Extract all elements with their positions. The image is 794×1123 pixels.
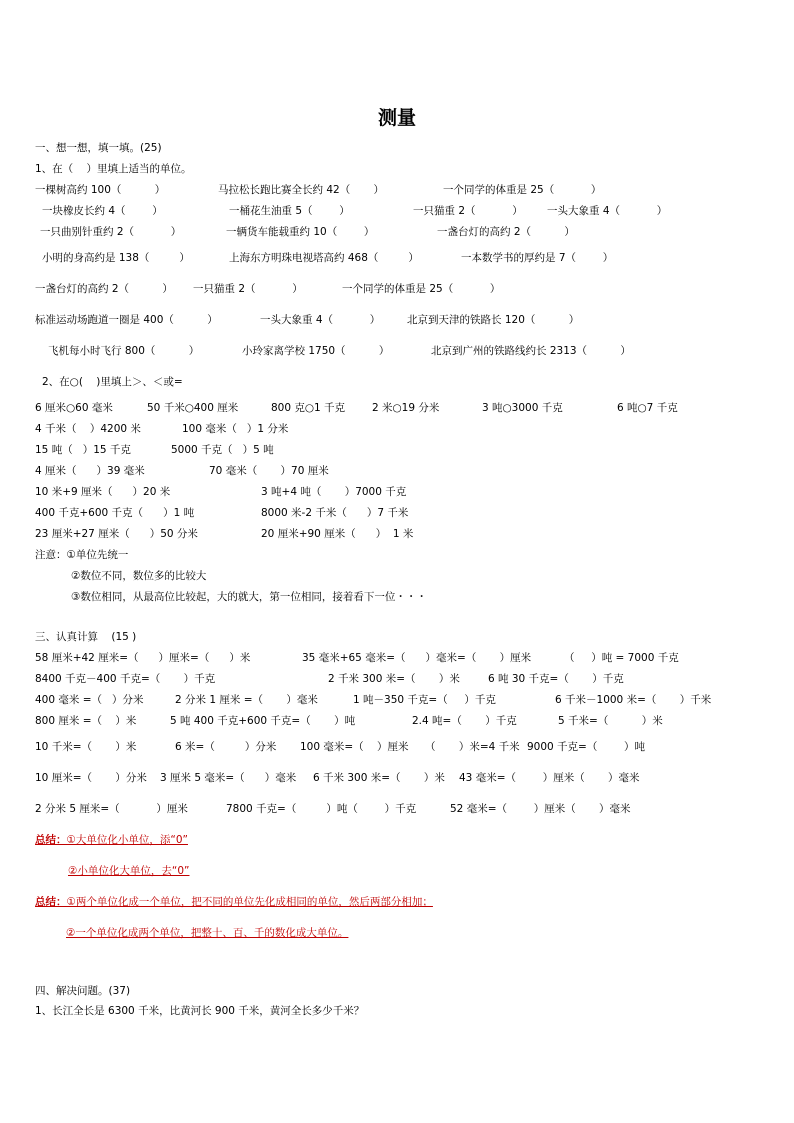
summary-1b [68, 864, 189, 878]
calc-item: 6 千米－1000 米=（ ）千米 [555, 694, 712, 706]
fill-item: 一个同学的体重是 25（ ） [443, 184, 602, 196]
compare-item: 70 毫米（ ）70 厘米 [209, 465, 329, 477]
calc-item: 2 分米 5 厘米=（ ）厘米 [35, 803, 188, 815]
fill-item: 一棵树高约 100（ ） [35, 184, 166, 196]
compare-item: 10 米+9 厘米（ ）20 米 [35, 486, 171, 498]
calc-item: 43 毫米=（ ）厘米（ ）毫米 [459, 772, 640, 784]
summary-text: ①大单位化小单位，添“0” [66, 834, 188, 846]
fill-item: 一个同学的体重是 25（ ） [342, 283, 501, 295]
fill-item: 小明的身高约是 138（ ） [42, 252, 190, 264]
calc-item: 6 吨 30 千克=（ ）千克 [488, 673, 624, 685]
compare-item: 3 吨+4 吨（ ）7000 千克 [261, 486, 407, 498]
note-line: 注意：①单位先统一 [35, 549, 129, 561]
calc-item: （ ）米=4 千米 [425, 741, 520, 753]
question-1-2: 2、在○( )里填上＞、＜或= [42, 376, 183, 388]
calc-item: 3 厘米 5 毫米=（ ）毫米 [160, 772, 297, 784]
fill-item: 上海东方明珠电视塔高约 468（ ） [229, 252, 419, 264]
calc-item: 35 毫米+65 毫米=（ ）毫米=（ ）厘米 [302, 652, 532, 664]
compare-item: 800 克○1 千克 [271, 402, 346, 414]
fill-item: 一辆货车能载重约 10（ ） [226, 226, 375, 238]
summary-text: ②一个单位化成两个单位，把整十、百、千的数化成大单位。 [66, 927, 349, 939]
compare-item: 100 毫米（ ）1 分米 [182, 423, 289, 435]
compare-item: 20 厘米+90 厘米（ ） 1 米 [261, 528, 414, 540]
calc-item: 7800 千克=（ ）吨（ ）千克 [226, 803, 417, 815]
fill-item: 标准运动场跑道一圈是 400（ ） [35, 314, 218, 326]
summary-text: ①两个单位化成一个单位，把不同的单位先化成相同的单位，然后两部分相加； [66, 896, 433, 908]
calc-item: （ ）吨 = 7000 千克 [564, 652, 679, 664]
summary-label: 总结： [35, 896, 67, 908]
calc-item: 400 毫米 =（ ）分米 [35, 694, 144, 706]
calc-item: 2.4 吨=（ ）千克 [412, 715, 517, 727]
calc-item: 2 千米 300 米=（ ）米 [328, 673, 460, 685]
question-1-1: 1、在（ ）里填上适当的单位。 [35, 163, 192, 175]
compare-item: 6 厘米○60 毫米 [35, 402, 113, 414]
calc-item: 8400 千克－400 千克=（ ）千克 [35, 673, 216, 685]
fill-item: 一桶花生油重 5（ ） [229, 205, 350, 217]
fill-item: 北京到天津的铁路长 120（ ） [407, 314, 580, 326]
page-title: 测量 [377, 107, 416, 129]
calc-item: 2 分米 1 厘米 =（ ）毫米 [175, 694, 318, 706]
calc-item: 10 千米=（ ）米 [35, 741, 137, 753]
compare-item: 5000 千克（ ）5 吨 [171, 444, 274, 456]
fill-item: 一头大象重 4（ ） [547, 205, 668, 217]
compare-item: 400 千克+600 千克（ ）1 吨 [35, 507, 195, 519]
calc-item: 10 厘米=（ ）分米 [35, 772, 147, 784]
section-4-header: 四、解决问题。(37) [35, 985, 131, 997]
calc-item: 58 厘米+42 厘米=（ ）厘米=（ ）米 [35, 652, 251, 664]
fill-item: 一只猫重 2（ ） [413, 205, 523, 217]
summary-label: 总结： [35, 834, 67, 846]
note-line: ②数位不同，数位多的比较大 [71, 570, 207, 582]
calc-item: 100 毫米=（ ）厘米 [300, 741, 409, 753]
fill-item: 一盏台灯的高约 2（ ） [437, 226, 575, 238]
calc-item: 1 吨－350 千克=（ ）千克 [353, 694, 496, 706]
fill-item: 北京到广州的铁路线约长 2313（ ） [431, 345, 631, 357]
calc-item: 6 米=（ ）分米 [175, 741, 277, 753]
calc-item: 52 毫米=（ ）厘米（ ）毫米 [450, 803, 631, 815]
summary-text: ②小单位化大单位，去“0” [68, 865, 190, 877]
fill-item: 一只曲别针重约 2（ ） [40, 226, 182, 238]
fill-item: 小玲家离学校 1750（ ） [242, 345, 390, 357]
calc-item: 6 千米 300 米=（ ）米 [313, 772, 445, 784]
fill-item: 马拉松长跑比赛全长约 42（ ） [218, 184, 385, 196]
calc-item: 5 吨 400 千克+600 千克=（ ）吨 [170, 715, 356, 727]
compare-item: 2 米○19 分米 [372, 402, 440, 414]
summary-2b [66, 926, 348, 940]
compare-item: 3 吨○3000 千克 [482, 402, 563, 414]
question-4-1: 1、长江全长是 6300 千米，比黄河长 900 千米，黄河全长多少千米？ [35, 1005, 365, 1017]
summary-1 [35, 833, 188, 847]
summary-2 [35, 895, 433, 909]
fill-item: 一盏台灯的高约 2（ ） [35, 283, 173, 295]
fill-item: 一只猫重 2（ ） [193, 283, 303, 295]
fill-item: 一本数学书的厚约是 7（ ） [461, 252, 614, 264]
compare-item: 15 吨（ ）15 千克 [35, 444, 131, 456]
calc-item: 9000 千克=（ ）吨 [527, 741, 646, 753]
compare-item: 23 厘米+27 厘米（ ）50 分米 [35, 528, 198, 540]
compare-item: 4 厘米（ ）39 毫米 [35, 465, 145, 477]
compare-item: 6 吨○7 千克 [617, 402, 678, 414]
section-3-header: 三、认真计算 (15 ) [35, 631, 137, 643]
compare-item: 50 千米○400 厘米 [147, 402, 239, 414]
fill-item: 飞机每小时飞行 800（ ） [48, 345, 200, 357]
compare-item: 8000 米-2 千米（ ）7 千米 [261, 507, 409, 519]
fill-item: 一块橡皮长约 4（ ） [42, 205, 163, 217]
calc-item: 800 厘米 =（ ）米 [35, 715, 137, 727]
note-line: ③数位相同，从最高位比较起，大的就大，第一位相同，接着看下一位・・・ [71, 591, 427, 603]
section-1-header: 一、想一想，填一填。(25) [35, 142, 162, 154]
compare-item: 4 千米（ ）4200 米 [35, 423, 141, 435]
fill-item: 一头大象重 4（ ） [260, 314, 381, 326]
calc-item: 5 千米=（ ）米 [558, 715, 663, 727]
